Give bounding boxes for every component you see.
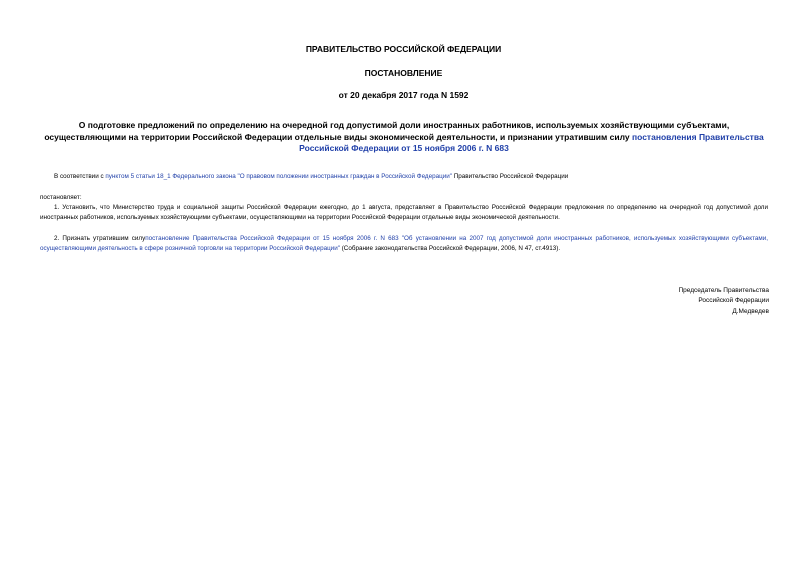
document-date-number: от 20 декабря 2017 года N 1592 — [338, 90, 469, 100]
item-2-prefix: 2. Признать утратившим силу — [54, 235, 146, 242]
repealed-resolution-link[interactable]: постановление Правительства Российской Федерации от 15 ноября 2006 г. N 683 "Об установлении на 2007 год допустимой доли иностранных работников, используемых хозяйствующими субъектами, осуществляющими деятельность в сфере розничной торговли на территории Российской Федерации" — [40, 235, 768, 252]
item-1-paragraph: 1. Установить, что Министерство труда и социальной защиты Российской Федерации ежегодно, до 1 августа, представляет в Правительство Российской Федерации предложения по определению на очередной год допустимой доли иностранных работников, используемых хозяйствующими субъектами, осуществляющими на территории Российской Федерации отдельные виды экономической деятельности. — [40, 204, 768, 221]
signature-position-line2: Российской Федерации — [698, 297, 769, 305]
item-2-paragraph — [40, 234, 768, 253]
signature-name: Д.Медведев — [732, 307, 769, 315]
signature-block — [569, 286, 769, 317]
item-2-suffix: (Собрание законодательства Российской Федерации, 2006, N 47, ст.4913). — [339, 244, 561, 252]
resolves-label: постановляет: — [40, 194, 82, 201]
issuer-heading: ПРАВИТЕЛЬСТВО РОССИЙСКОЙ ФЕДЕРАЦИИ — [305, 44, 502, 54]
intro-paragraph — [40, 172, 768, 182]
signature-position-line1: Председатель Правительства — [678, 287, 769, 294]
title-link[interactable]: постановления Правительства Российской Федерации от 15 ноября 2006 г. N 683 — [299, 131, 764, 153]
title-text: О подготовке предложений по определению на очередной год допустимой доли иностранных работников, используемых хозяйствующими субъектами, осуществляющими на территории Российской Федерации отдельные виды экономической деятельности, и признании утратившим силу — [44, 120, 730, 142]
intro-prefix: В соответствии с — [54, 173, 106, 180]
document-type-heading: ПОСТАНОВЛЕНИЕ — [364, 68, 443, 78]
federal-law-link[interactable]: пунктом 5 статьи 18_1 Федерального закона "О правовом положении иностранных граждан в Российской Федерации" — [105, 173, 452, 180]
document-title — [40, 120, 768, 155]
intro-suffix: Правительство Российской Федерации — [452, 173, 569, 180]
